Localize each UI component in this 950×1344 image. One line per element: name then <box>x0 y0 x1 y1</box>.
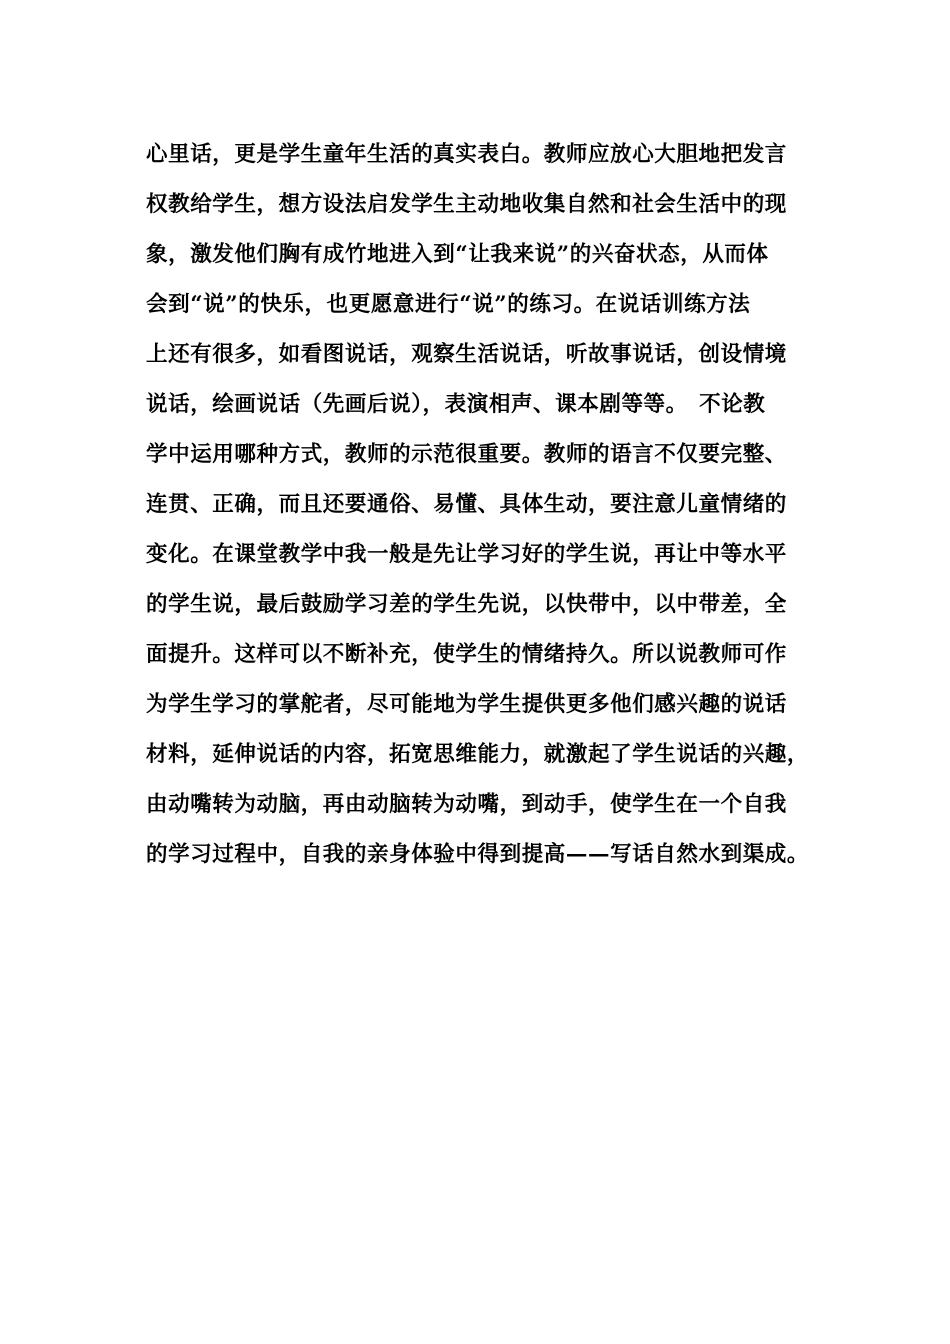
text-line: 权教给学生，想方设法启发学生主动地收集自然和社会生活中的现 <box>146 192 787 217</box>
text-line: 上还有很多，如看图说话，观察生活说话，听故事说话，创设情境 <box>146 342 787 367</box>
text-line: 的学习过程中，自我的亲身体验中得到提高——写话自然水到渠成。 <box>146 842 810 867</box>
text-line: 学中运用哪种方式，教师的示范很重要。教师的语言不仅要完整、 <box>146 442 787 467</box>
text-line: 象，激发他们胸有成竹地进入到“让我来说”的兴奋状态，从而体 <box>146 242 769 267</box>
text-line: 心里话，更是学生童年生活的真实表白。教师应放心大胆地把发言 <box>146 142 787 167</box>
text-line: 的学生说，最后鼓励学习差的学生先说，以快带中，以中带差，全 <box>146 592 787 617</box>
text-line: 会到“说”的快乐，也更愿意进行“说”的练习。在说话训练方法 <box>146 292 751 317</box>
text-line: 面提升。这样可以不断补充，使学生的情绪持久。所以说教师可作 <box>146 642 787 667</box>
text-line: 说话，绘画说话（先画后说），表演相声、课本剧等等。 不论教 <box>146 392 766 417</box>
text-line: 材料，延伸说话的内容，拓宽思维能力，就激起了学生说话的兴趣， <box>146 742 810 767</box>
text-line: 连贯、正确，而且还要通俗、易懂、具体生动，要注意儿童情绪的 <box>146 492 787 517</box>
text-line: 变化。在课堂教学中我一般是先让学习好的学生说，再让中等水平 <box>146 542 787 567</box>
text-line: 由动嘴转为动脑，再由动脑转为动嘴，到动手，使学生在一个自我 <box>146 792 787 817</box>
text-line: 为学生学习的掌舵者，尽可能地为学生提供更多他们感兴趣的说话 <box>146 692 787 717</box>
body-paragraph <box>146 130 826 880</box>
